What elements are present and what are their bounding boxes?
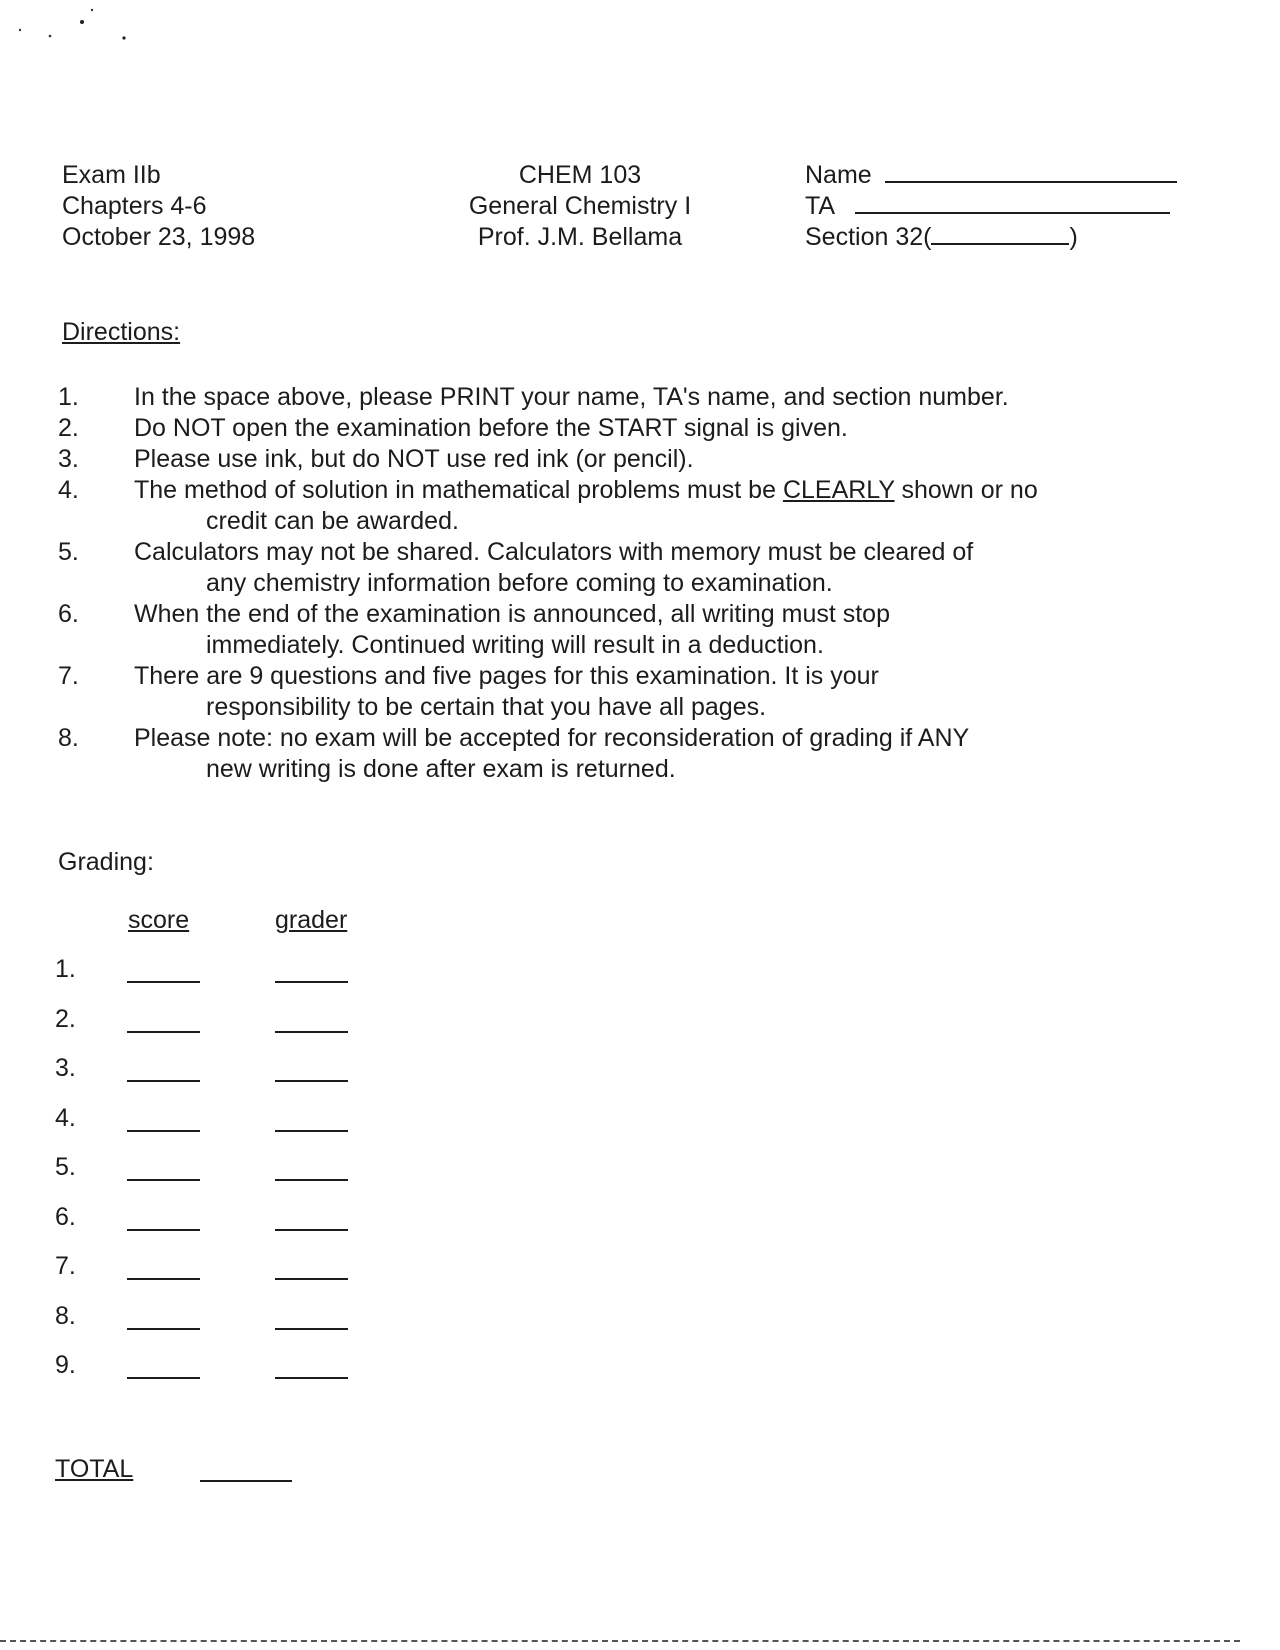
- direction-continuation: new writing is done after exam is returned.: [206, 755, 676, 783]
- direction-text: Please note: no exam will be accepted for reconsideration of grading if ANY: [134, 724, 970, 752]
- direction-continuation: any chemistry information before coming to examination.: [206, 569, 833, 597]
- direction-number: 6.: [58, 600, 79, 628]
- direction-number: 4.: [58, 476, 79, 504]
- exam-date: October 23, 1998: [62, 223, 256, 251]
- name-blank[interactable]: [885, 161, 1177, 183]
- grade-row: [55, 955, 375, 985]
- question-number: 1.: [55, 955, 76, 983]
- direction-number: 5.: [58, 538, 79, 566]
- grader-blank[interactable]: [275, 1328, 348, 1330]
- score-header: score: [128, 906, 190, 934]
- grader-header: grader: [275, 906, 348, 934]
- exam-chapters: Chapters 4-6: [62, 192, 207, 220]
- direction-item: [58, 444, 1238, 475]
- student-fields: [805, 160, 1177, 253]
- grader-blank[interactable]: [275, 1229, 348, 1231]
- section-label: Section 32(: [805, 223, 932, 251]
- grade-row: [55, 1302, 375, 1332]
- score-blank[interactable]: [127, 1179, 200, 1181]
- ta-field[interactable]: [805, 191, 1177, 222]
- grader-blank[interactable]: [275, 981, 348, 983]
- grade-row: [55, 1351, 375, 1381]
- direction-text-pre: The method of solution in mathematical problems must be: [134, 476, 783, 504]
- grader-blank[interactable]: [275, 1179, 348, 1181]
- grader-blank[interactable]: [275, 1031, 348, 1033]
- direction-number: 3.: [58, 445, 79, 473]
- ta-label: TA: [805, 192, 834, 220]
- grader-blank[interactable]: [275, 1080, 348, 1082]
- grader-blank[interactable]: [275, 1130, 348, 1132]
- question-number: 6.: [55, 1202, 76, 1231]
- direction-number: 8.: [58, 724, 79, 752]
- section-blank[interactable]: [931, 223, 1069, 245]
- exam-info: [62, 160, 255, 253]
- grader-blank[interactable]: [275, 1278, 348, 1280]
- question-number: 5.: [55, 1153, 76, 1181]
- direction-emphasis: CLEARLY: [782, 476, 895, 504]
- score-blank[interactable]: [127, 1080, 200, 1082]
- grade-row: [55, 1203, 375, 1233]
- direction-continuation: immediately. Continued writing will result in a deduction.: [206, 631, 824, 659]
- score-blank[interactable]: [127, 1031, 200, 1033]
- direction-item: [58, 723, 1238, 785]
- direction-item: [58, 599, 1238, 661]
- direction-text: Please use ink, but do NOT use red ink (or pencil).: [134, 445, 694, 473]
- question-number: 7.: [55, 1252, 76, 1280]
- score-blank[interactable]: [127, 1278, 200, 1280]
- question-number: 4.: [55, 1103, 76, 1132]
- course-name: General Chemistry I: [468, 192, 692, 220]
- course-code: CHEM 103: [518, 161, 642, 189]
- direction-item: [58, 413, 1238, 444]
- question-number: 8.: [55, 1301, 76, 1330]
- grade-row: [55, 1252, 375, 1282]
- course-info: [420, 160, 740, 253]
- direction-text: [134, 475, 1238, 506]
- grading-label: Grading:: [58, 848, 154, 876]
- grade-row: [55, 1104, 375, 1134]
- direction-item: [58, 661, 1238, 723]
- directions-list: [58, 382, 1238, 785]
- score-blank[interactable]: [127, 981, 200, 983]
- section-field[interactable]: [805, 222, 1177, 253]
- scan-specks: [0, 0, 140, 50]
- score-blank[interactable]: [127, 1328, 200, 1330]
- direction-item: [58, 382, 1238, 413]
- grade-row: [55, 1054, 375, 1084]
- question-number: 2.: [55, 1004, 76, 1033]
- direction-continuation: responsibility to be certain that you have all pages.: [206, 693, 767, 721]
- question-number: 3.: [55, 1054, 76, 1082]
- score-blank[interactable]: [127, 1130, 200, 1132]
- directions-heading: Directions:: [62, 318, 181, 346]
- direction-item: [58, 475, 1238, 537]
- score-blank[interactable]: [127, 1229, 200, 1231]
- direction-text: There are 9 questions and five pages for this examination. It is your: [134, 662, 879, 690]
- ta-blank[interactable]: [855, 192, 1170, 214]
- direction-number: 7.: [58, 662, 79, 690]
- direction-text-post: shown or no: [894, 476, 1038, 504]
- direction-number: 1.: [58, 383, 79, 411]
- total-label: TOTAL: [55, 1455, 134, 1483]
- direction-continuation: credit can be awarded.: [206, 507, 459, 535]
- name-label: Name: [805, 161, 872, 189]
- professor: Prof. J.M. Bellama: [477, 223, 683, 251]
- total-blank[interactable]: [200, 1480, 292, 1482]
- score-blank[interactable]: [127, 1377, 200, 1379]
- grade-row: [55, 1005, 375, 1035]
- section-close: ): [1069, 223, 1078, 251]
- direction-text: Do NOT open the examination before the START signal is given.: [134, 414, 848, 442]
- scan-edge: [0, 1640, 1240, 1642]
- grader-blank[interactable]: [275, 1377, 348, 1379]
- direction-text: In the space above, please PRINT your name, TA's name, and section number.: [134, 383, 1009, 411]
- question-number: 9.: [55, 1351, 76, 1379]
- direction-text: When the end of the examination is announced, all writing must stop: [134, 600, 890, 628]
- direction-item: [58, 537, 1238, 599]
- name-field[interactable]: [805, 160, 1177, 191]
- grade-row: [55, 1153, 375, 1183]
- direction-number: 2.: [58, 414, 79, 442]
- exam-title: Exam IIb: [62, 161, 161, 189]
- direction-text: Calculators may not be shared. Calculators with memory must be cleared of: [134, 538, 974, 566]
